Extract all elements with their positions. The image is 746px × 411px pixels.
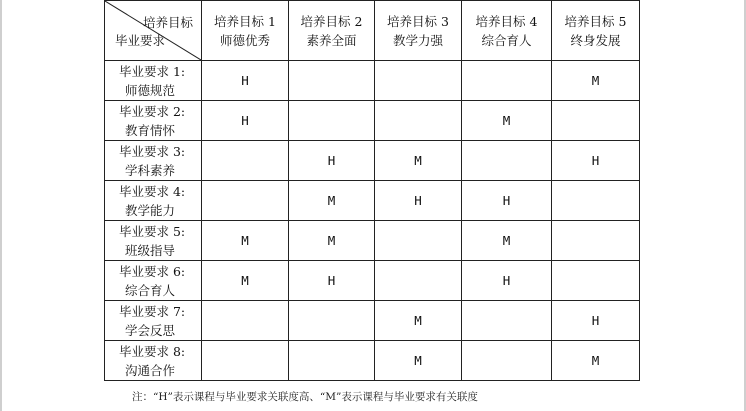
relation-cell: M xyxy=(375,341,462,381)
requirement-label: 毕业要求 6: xyxy=(119,263,186,279)
requirement-row-7 xyxy=(105,301,640,341)
requirement-row-5 xyxy=(105,221,640,261)
relation-cell: H xyxy=(289,141,375,181)
requirement-label-cell xyxy=(105,141,202,181)
requirement-name: 教育情怀 xyxy=(125,122,176,138)
requirement-label-cell xyxy=(105,101,202,141)
goal-title: 培养目标 5 xyxy=(564,13,627,29)
goal-title: 培养目标 3 xyxy=(387,13,449,29)
corner-requirement-label: 毕业要求 xyxy=(115,33,166,48)
relation-cell: M xyxy=(289,181,375,221)
requirement-label-cell xyxy=(105,301,202,341)
relation-cell xyxy=(202,341,289,381)
requirement-row-1 xyxy=(105,61,640,101)
relation-cell: H xyxy=(202,61,289,101)
table-footnote: 注：“H”表示课程与毕业要求关联度高、“M”表示课程与毕业要求有关联度 xyxy=(132,391,478,403)
relation-cell: H xyxy=(289,261,375,301)
relation-cell xyxy=(289,101,375,141)
goal-subtitle: 师德优秀 xyxy=(219,32,270,48)
requirement-row-6 xyxy=(105,261,640,301)
corner-header-cell xyxy=(105,1,202,61)
relation-cell xyxy=(552,101,640,141)
relation-cell xyxy=(552,221,640,261)
requirement-name: 班级指导 xyxy=(125,242,176,258)
relation-cell xyxy=(202,181,289,221)
relation-cell: M xyxy=(375,301,462,341)
goal-title: 培养目标 4 xyxy=(475,13,538,29)
relation-cell: H xyxy=(375,181,462,221)
goal-header-5 xyxy=(552,1,640,61)
requirement-label: 毕业要求 2: xyxy=(119,103,186,119)
relation-cell: H xyxy=(462,181,552,221)
relation-cell xyxy=(202,141,289,181)
relation-cell xyxy=(375,61,462,101)
relation-cell: M xyxy=(375,141,462,181)
relation-cell xyxy=(289,341,375,381)
goal-header-3 xyxy=(375,1,462,61)
goal-title: 培养目标 2 xyxy=(300,13,363,29)
goal-subtitle: 素养全面 xyxy=(306,32,357,48)
relation-cell: H xyxy=(552,301,640,341)
relation-cell: M xyxy=(202,221,289,261)
goal-title: 培养目标 1 xyxy=(214,13,276,29)
relation-cell xyxy=(289,301,375,341)
requirement-label-cell xyxy=(105,181,202,221)
relation-cell xyxy=(375,221,462,261)
requirement-label: 毕业要求 7: xyxy=(119,303,186,319)
relation-cell: M xyxy=(462,221,552,261)
requirement-name: 学会反思 xyxy=(125,322,176,338)
requirement-label-cell xyxy=(105,61,202,101)
relation-cell: M xyxy=(552,341,640,381)
relation-cell: H xyxy=(462,261,552,301)
relation-cell: M xyxy=(462,101,552,141)
requirement-row-3 xyxy=(105,141,640,181)
page-left-border xyxy=(0,0,2,411)
requirement-row-8 xyxy=(105,341,640,381)
requirement-name: 教学能力 xyxy=(125,202,176,218)
goal-subtitle: 综合育人 xyxy=(481,32,532,48)
requirement-label-cell xyxy=(105,261,202,301)
goal-requirement-matrix xyxy=(104,0,640,381)
goal-header-1 xyxy=(202,1,289,61)
relation-cell: H xyxy=(202,101,289,141)
requirement-name: 师德规范 xyxy=(125,82,176,98)
requirement-label-cell xyxy=(105,341,202,381)
goal-header-4 xyxy=(462,1,552,61)
requirement-row-4 xyxy=(105,181,640,221)
requirement-label: 毕业要求 4: xyxy=(119,183,186,199)
requirement-label: 毕业要求 3: xyxy=(119,143,186,159)
relation-cell xyxy=(462,61,552,101)
requirement-label: 毕业要求 5: xyxy=(119,223,186,239)
relation-cell: M xyxy=(552,61,640,101)
relation-cell: M xyxy=(289,221,375,261)
relation-cell xyxy=(552,261,640,301)
requirement-name: 学科素养 xyxy=(125,162,176,178)
relation-cell xyxy=(552,181,640,221)
relation-cell xyxy=(375,101,462,141)
header-row xyxy=(105,1,640,61)
goal-subtitle: 终身发展 xyxy=(570,32,621,48)
requirement-label: 毕业要求 1: xyxy=(119,63,186,79)
requirement-name: 综合育人 xyxy=(125,282,176,298)
requirement-label: 毕业要求 8: xyxy=(119,343,186,359)
relation-cell xyxy=(462,141,552,181)
requirement-name: 沟通合作 xyxy=(125,362,176,378)
relation-cell xyxy=(202,301,289,341)
relation-cell xyxy=(375,261,462,301)
relation-cell: M xyxy=(202,261,289,301)
goal-header-2 xyxy=(289,1,375,61)
relation-cell xyxy=(462,301,552,341)
requirement-label-cell xyxy=(105,221,202,261)
relation-cell xyxy=(462,341,552,381)
requirement-row-2 xyxy=(105,101,640,141)
goal-subtitle: 教学力强 xyxy=(392,32,443,48)
relation-cell xyxy=(289,61,375,101)
corner-goal-label: 培养目标 xyxy=(142,15,193,30)
relation-cell: H xyxy=(552,141,640,181)
